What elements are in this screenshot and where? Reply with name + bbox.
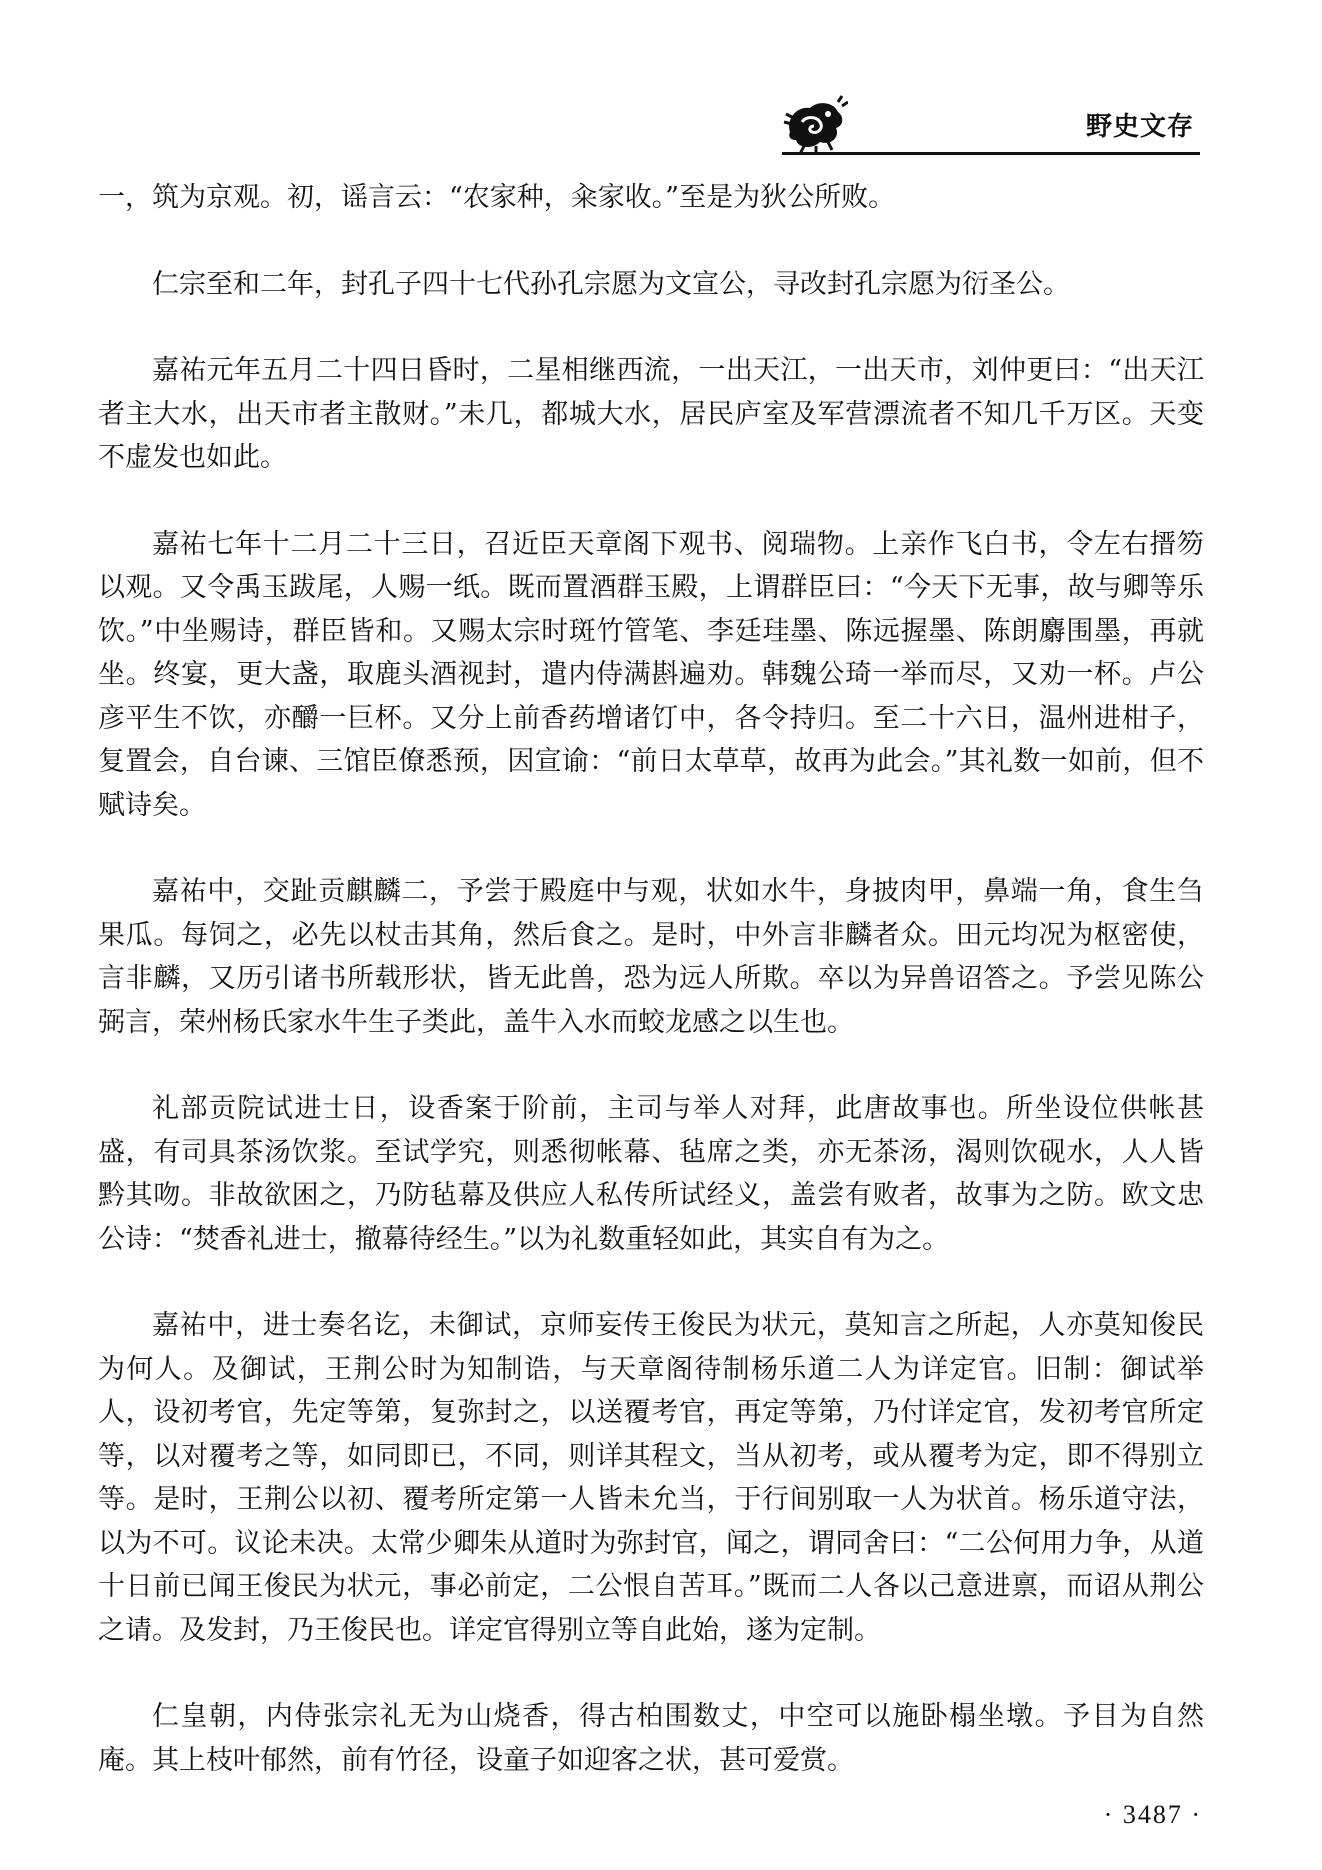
paragraph-2: 仁宗至和二年，封孔子四十七代孙孔宗愿为文宣公，寻改封孔宗愿为衍圣公。 <box>152 268 1070 300</box>
page-number: · 3487 · <box>1103 1800 1202 1829</box>
paragraph-8: 仁皇朝，内侍张宗礼无为山烧香，得古柏围数丈，中空可以施卧榻坐墩。予目为自然庵。其上枝叶郁然，前有竹径，设童子如迎客之状，甚可爱赏。 <box>98 1701 1204 1776</box>
header-rule <box>782 152 1200 155</box>
header-title: 野史文存 <box>1085 112 1194 142</box>
paragraph-6: 礼部贡院试进士日，设香案于阶前，主司与举人对拜，此唐故事也。所坐设位供帐甚盛，有司具茶汤饮浆。至试学究，则悉彻帐幕、毡席之类，亦无茶汤，渴则饮砚水，人人皆黔其吻。非故欲困之，乃防毡幕及供应人私传所试经义，盖尝有败者，故事为之防。欧文忠公诗：“焚香礼进士，撤幕待经生。”以为礼数重轻如此，其实自有为之。 <box>98 1093 1204 1255</box>
main-text <box>98 176 1204 1825</box>
paragraph-7: 嘉祐中，进士奏名讫，未御试，京师妄传王俊民为状元，莫知言之所起，人亦莫知俊民为何人。及御试，王荆公时为知制诰，与天章阁待制杨乐道二人为详定官。旧制：御试举人，设初考官，先定等第，复弥封之，以送覆考官，再定等第，乃付详定官，发初考官所定等，以对覆考之等，如同即已，不同，则详其程文，当从初考，或从覆考为定，即不得别立等。是时，王荆公以初、覆考所定第一人皆未允当，于行间别取一人为状首。杨乐道守法，以为不可。议论未决。太常少卿朱从道时为弥封官，闻之，谓同舍曰：“二公何用力争，从道十日前已闻王俊民为状元，事必前定，二公恨自苦耳。”既而二人各以己意进禀，而诏从荆公之请。及发封，乃王俊民也。详定官得别立等自此始，遂为定制。 <box>98 1310 1204 1646</box>
paragraph-1: 一，筑为京观。初，谣言云：“农家种，籴家收。”至是为狄公所败。 <box>98 182 896 213</box>
dragon-emblem-icon <box>782 92 848 154</box>
page-header <box>782 92 1200 158</box>
paragraph-3: 嘉祐元年五月二十四日昏时，二星相继西流，一出天江，一出天市，刘仲更曰：“出天江者主大水，出天市者主散财。”未几，都城大水，居民庐室及军营漂流者不知几千万区。天变不虚发也如此。 <box>98 355 1204 473</box>
paragraph-4: 嘉祐七年十二月二十三日，召近臣天章阁下观书、阅瑞物。上亲作飞白书，令左右搢笏以观。又令禹玉跋尾，人赐一纸。既而置酒群玉殿，上谓群臣曰：“今天下无事，故与卿等乐饮。”中坐赐诗，群臣皆和。又赐太宗时斑竹管笔、李廷珪墨、陈远握墨、陈朗麝围墨，再就坐。终宴，更大盏，取鹿头酒视封，遣内侍满斟遍劝。韩魏公琦一举而尽，又劝一杯。卢公彦平生不饮，亦釂一巨杯。又分上前香药增诸饤中，各令持归。至二十六日，温州进柑子，复置会，自台谏、三馆臣僚悉预，因宣谕：“前日太草草，故再为此会。”其礼数一如前，但不赋诗矣。 <box>98 528 1204 821</box>
paragraph-5: 嘉祐中，交趾贡麒麟二，予尝于殿庭中与观，状如水牛，身披肉甲，鼻端一角，食生刍果瓜。每饲之，必先以杖击其角，然后食之。是时，中外言非麟者众。田元均况为枢密使，言非麟，又历引诸书所载形状，皆无此兽，恐为远人所欺。卒以为异兽诏答之。予尝见陈公弼言，荣州杨氏家水牛生子类此，盖牛入水而蛟龙感之以生也。 <box>98 876 1204 1038</box>
